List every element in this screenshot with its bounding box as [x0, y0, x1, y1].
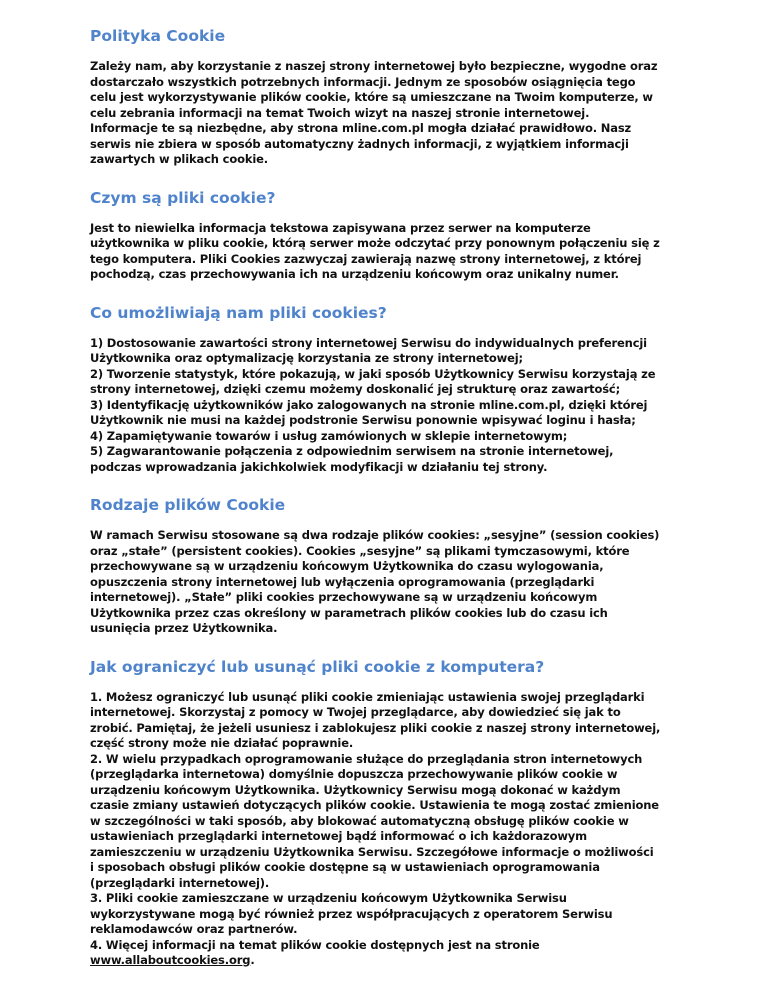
text-line: 5) Zagwarantowanie połączenia z odpowiednim serwisem na stronie internetowej,: [90, 444, 614, 458]
section-title: Rodzaje plików Cookie: [90, 496, 286, 514]
text-line: 3. Pliki cookie zamieszczane w urządzeniu końcowym Użytkownika Serwisu: [90, 891, 567, 905]
text-line: użytkownika w pliku cookie, którą serwer może odczytać przy ponownym połączeniu się z: [90, 236, 660, 250]
text-line: przechowywane są w urządzeniu końcowym Użytkownika do czasu wylogowania,: [90, 559, 604, 573]
text-line: (przeglądarka internetowa) domyślnie dopuszcza przechowywanie plików cookie w: [90, 767, 618, 781]
text-line: wykorzystywane mogą być również przez współpracujących z operatorem Serwisu: [90, 906, 613, 921]
text-line: internetowej). „Stałe” pliki cookies przechowywane są w urządzeniu końcowym: [90, 590, 598, 604]
section-body: [90, 221, 690, 283]
section-cookie-policy: [90, 26, 690, 168]
text-line: 4) Zapamiętywanie towarów i usług zamówionych w sklepie internetowym;: [90, 428, 568, 443]
text-line: podczas wprowadzania jakichkolwiek modyfikacji w działaniu tej strony.: [90, 459, 548, 474]
text-line: usunięcia przez Użytkownika.: [90, 621, 278, 635]
text-line: opuszczenia strony internetowej lub wyłączenia oprogramowania (przeglądarki: [90, 574, 595, 589]
text-line: 1. Możesz ograniczyć lub usunąć pliki cookie zmieniając ustawienia swojej przeglądarki: [90, 689, 645, 704]
section-title: Czym są pliki cookie?: [90, 188, 276, 207]
text-line: 4. Więcej informacji na temat plików cookie dostępnych jest na stronie: [90, 937, 540, 952]
text-line: W ramach Serwisu stosowane są dwa rodzaje plików cookies: „sesyjne” (session cookies): [90, 528, 660, 542]
text-line: w szczególności w taki sposób, aby blokować automatyczną obsługę plików cookie w: [90, 813, 629, 828]
section-body: [90, 690, 690, 969]
text-line: Informacje te są niezbędne, aby strona mline.com.pl mogła działać prawidłowo. Nasz: [90, 121, 632, 135]
text-line: zrobić. Pamiętaj, że jeżeli usuniesz i zablokujesz pliki cookie z naszej strony internetowej,: [90, 720, 661, 735]
text-line: (przeglądarki internetowej).: [90, 875, 270, 890]
text-line: pochodzą, czas przechowywania ich na urządzeniu końcowym oraz unikalny numer.: [90, 267, 619, 281]
section-title: Polityka Cookie: [90, 27, 226, 45]
text-line: i sposobach obsługi plików cookie dostępne są w ustawieniach oprogramowania: [90, 860, 600, 874]
section-body: [90, 336, 690, 476]
section-body: [90, 528, 690, 637]
text-line: Użytkownik nie musi na każdej podstronie Serwisu ponownie wpisywać loginu i hasła;: [90, 413, 636, 427]
text-line: zamieszczeniu w urządzeniu Użytkownika Serwisu. Szczegółowe informacje o możliwości: [90, 844, 654, 859]
link-suffix: .: [250, 953, 255, 967]
allaboutcookies-link[interactable]: www.allaboutcookies.org: [90, 953, 251, 967]
text-line: tego komputera. Pliki Cookies zazwyczaj zawierają nazwę strony internetowej, z której: [90, 251, 642, 266]
text-line: 2) Tworzenie statystyk, które pokazują, w jaki sposób Użytkownicy Serwisu korzystają ze: [90, 366, 656, 381]
text-line: reklamodawców oraz partnerów.: [90, 922, 298, 936]
section-cookie-types: [90, 495, 690, 637]
section-title: Co umożliwiają nam pliki cookies?: [90, 303, 387, 322]
text-line: 1) Dostosowanie zawartości strony internetowej Serwisu do indywidualnych preferencji: [90, 335, 647, 350]
text-line: dostarczało wszystkich potrzebnych informacji. Jednym ze sposobów osiągnięcia tego: [90, 74, 636, 89]
link-line: [90, 953, 690, 969]
section-what-cookies-enable: [90, 303, 690, 476]
text-line: urządzeniu końcowym Użytkownika. Użytkownicy Serwisu mogą dokonać w każdym: [90, 782, 621, 797]
section-what-are-cookies: [90, 188, 690, 283]
section-body: [90, 59, 690, 168]
text-line: 3) Identyfikację użytkowników jako zalogowanych na stronie mline.com.pl, dzięki której: [90, 397, 648, 412]
text-line: Użytkownika przez czas określony w parametrach plików cookies lub do czasu ich: [90, 605, 608, 620]
text-line: oraz „stałe” (persistent cookies). Cookies „sesyjne” są plikami tymczasowymi, które: [90, 543, 630, 558]
text-line: celu zebrania informacji na temat Twoich wizyt na naszej stronie internetowej.: [90, 105, 590, 120]
document-page: [90, 26, 690, 989]
text-line: zawartych w plikach cookie.: [90, 152, 268, 166]
text-line: celu jest wykorzystywanie plików cookie, które są umieszczane na Twoim komputerze, w: [90, 90, 653, 104]
text-line: część strony może nie działać poprawnie.: [90, 736, 354, 750]
text-line: 2. W wielu przypadkach oprogramowanie służące do przeglądania stron internetowych: [90, 751, 643, 766]
text-line: serwis nie zbiera w sposób automatyczny żadnych informacji, z wyjątkiem informacji: [90, 136, 629, 151]
text-line: strony internetowej, dzięki czemu możemy doskonalić jej strukturę oraz zawartość;: [90, 382, 621, 396]
text-line: Zależy nam, aby korzystanie z naszej strony internetowej było bezpieczne, wygodne oraz: [90, 59, 658, 73]
text-line: internetowej. Skorzystaj z pomocy w Twojej przeglądarce, aby dowiedzieć się jak to: [90, 705, 621, 719]
text-line: Użytkownika oraz optymalizację korzystania ze strony internetowej;: [90, 351, 523, 365]
text-line: czasie zmiany ustawień dotyczących plików cookie. Ustawienia te mogą zostać zmienione: [90, 798, 659, 812]
section-limit-delete-cookies: [90, 657, 690, 969]
text-line: Jest to niewielka informacja tekstowa zapisywana przez serwer na komputerze: [90, 220, 591, 235]
text-line: ustawieniach przeglądarki internetowej bądź informować o ich każdorazowym: [90, 829, 587, 843]
section-title: Jak ograniczyć lub usunąć pliki cookie z komputera?: [90, 657, 545, 676]
